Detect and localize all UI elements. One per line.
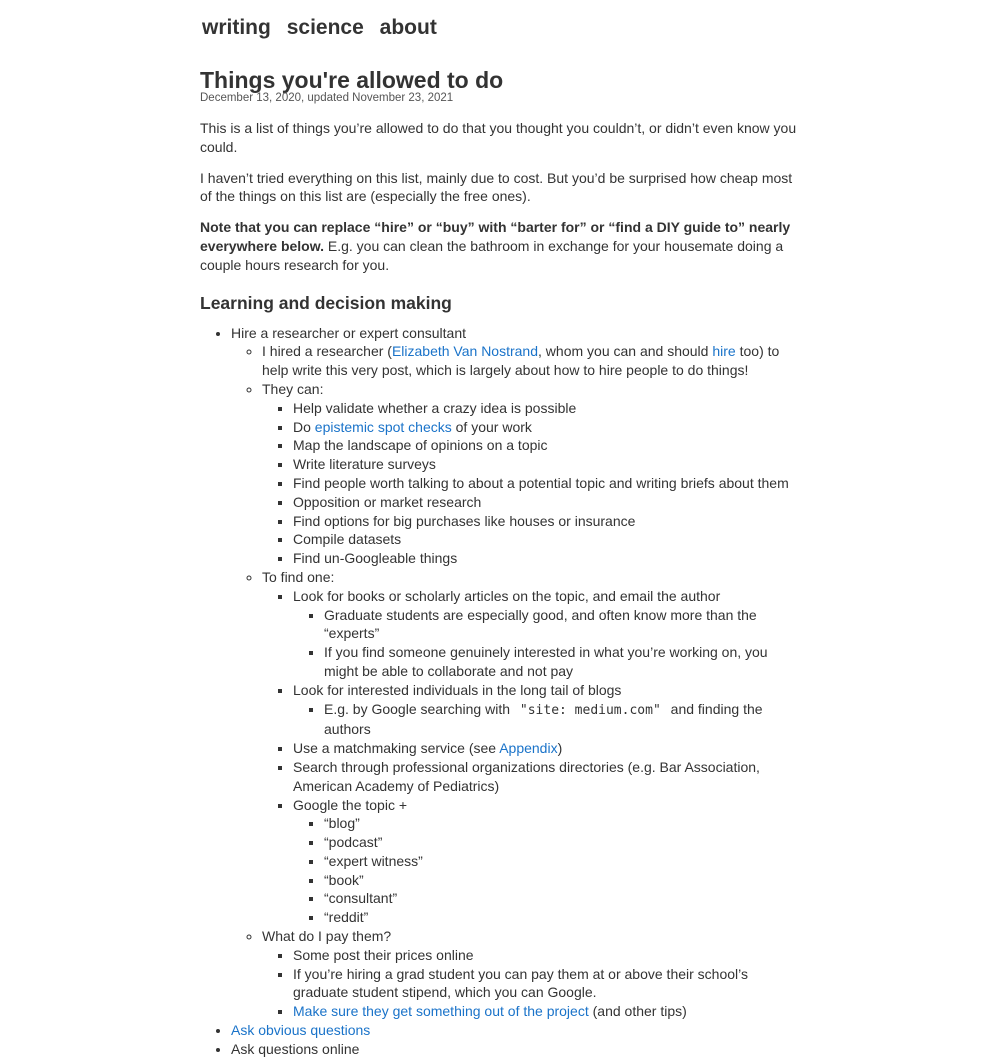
appendix-link[interactable]: Appendix — [499, 740, 558, 757]
list-text: of your work — [451, 418, 532, 435]
list-item: ▪ Write literature surveys — [293, 455, 800, 474]
list-text: Use a matchmaking service (see — [293, 740, 500, 757]
list-item: ▪ “blog” — [324, 814, 800, 833]
list-item — [293, 418, 800, 437]
sub-list — [293, 606, 800, 681]
list-item: ▪ Find options for big purchases like houses or insurance — [293, 512, 800, 531]
list-item: ▪ Graduate students are especially good, and often know more than the “experts” — [324, 606, 800, 644]
list-item — [293, 1002, 800, 1021]
top-nav — [200, 16, 447, 47]
list-item — [324, 700, 800, 740]
list-item: ▪ “expert witness” — [324, 852, 800, 871]
list-item — [262, 342, 800, 380]
note-bold: Note that you can replace “hire” or “buy” with “barter for” or “find a DIY guide to” nearly everywhere below. — [200, 219, 791, 254]
list-item: ▪ Compile datasets — [293, 530, 800, 549]
page-title: Things you're allowed to do — [200, 67, 504, 93]
sub-list — [262, 946, 800, 1021]
sub-list — [231, 342, 800, 1021]
list-item: ▪ Find un-Googleable things — [293, 549, 800, 568]
list-item — [293, 796, 800, 928]
hire-link[interactable]: hire — [712, 343, 736, 360]
list-item: • Ask questions online — [231, 1040, 800, 1059]
search-query-code: "site: medium.com" — [519, 702, 661, 718]
nav-science-link[interactable]: science — [286, 16, 364, 39]
list-item — [262, 927, 800, 1021]
ask-obvious-questions-link[interactable]: Ask obvious questions — [231, 1022, 371, 1039]
intro-paragraph: This is a list of things you’re allowed to do that you thought you couldn’t, or didn’t even know you could. — [200, 120, 797, 155]
list-item: ▪ “podcast” — [324, 833, 800, 852]
note-rest: E.g. you can clean the bathroom in exchange for your housemate doing a couple hours research for you. — [200, 237, 784, 273]
sub-list — [262, 587, 800, 927]
list-text: Do — [293, 418, 315, 435]
nav-writing-link[interactable]: writing — [202, 16, 271, 39]
list-item: ▪ Some post their prices online — [293, 946, 800, 965]
section-heading: Learning and decision making — [200, 292, 452, 313]
sub-list — [293, 814, 800, 927]
list-item-label: They can: — [262, 380, 324, 397]
list-item — [293, 587, 800, 681]
list-item-label: What do I pay them? — [262, 928, 392, 945]
make-sure-link[interactable]: Make sure they get something out of the project — [293, 1003, 589, 1020]
main-list — [200, 324, 800, 1059]
list-item — [231, 1021, 800, 1040]
list-item-label: Hire a researcher or expert consultant — [231, 324, 466, 341]
list-item: ▪ If you find someone genuinely interested in what you’re working on, you might be able to collaborate and not pay — [324, 643, 800, 681]
list-text: Look for interested individuals in the long tail of blogs — [293, 681, 622, 698]
list-item: ▪ “book” — [324, 871, 800, 890]
list-item — [262, 568, 800, 927]
list-text: I hired a researcher ( — [262, 343, 392, 360]
list-text: Look for books or scholarly articles on the topic, and email the author — [293, 587, 721, 604]
list-item — [231, 324, 800, 1021]
sub-list — [262, 399, 800, 568]
cost-paragraph: I haven’t tried everything on this list, mainly due to cost. But you’d be surprised how cheap most of the things on this list are (especially the free ones). — [200, 169, 793, 205]
nav-about-link[interactable]: about — [379, 16, 437, 39]
list-text: E.g. by Google searching with — [324, 700, 514, 717]
post-date: December 13, 2020, updated November 23, 2021 — [200, 92, 454, 104]
researcher-name-link[interactable]: Elizabeth Van Nostrand — [391, 343, 539, 360]
list-text: Google the topic + — [293, 796, 408, 813]
list-text: , whom you can and should — [538, 343, 713, 360]
list-text: too) to help write this very post, which is largely about how to hire people to do things! — [262, 343, 780, 379]
list-text: (and other tips) — [588, 1003, 687, 1020]
list-text: ) — [557, 740, 563, 757]
list-item: ▪ “reddit” — [324, 908, 800, 927]
note-paragraph — [200, 218, 800, 274]
epistemic-spot-checks-link[interactable]: epistemic spot checks — [314, 418, 452, 435]
list-item: ▪ Find people worth talking to about a potential topic and writing briefs about them — [293, 474, 800, 493]
list-item: ▪ “consultant” — [324, 889, 800, 908]
list-item: ▪ Help validate whether a crazy idea is possible — [293, 399, 800, 418]
sub-list — [293, 700, 800, 740]
post-body — [200, 119, 800, 1059]
list-text: and finding the authors — [324, 700, 763, 738]
list-item — [293, 739, 800, 758]
list-item: ▪ If you’re hiring a grad student you can pay them at or above their school’s graduate student stipend, which you can Google. — [293, 965, 800, 1003]
list-item: ▪ Map the landscape of opinions on a topic — [293, 436, 800, 455]
list-item-label: To find one: — [262, 568, 335, 585]
list-item: ▪ Opposition or market research — [293, 493, 800, 512]
list-item: ▪ Search through professional organizations directories (e.g. Bar Association, American Academy of Pediatrics) — [293, 758, 800, 796]
list-item — [262, 380, 800, 568]
list-item — [293, 681, 800, 739]
